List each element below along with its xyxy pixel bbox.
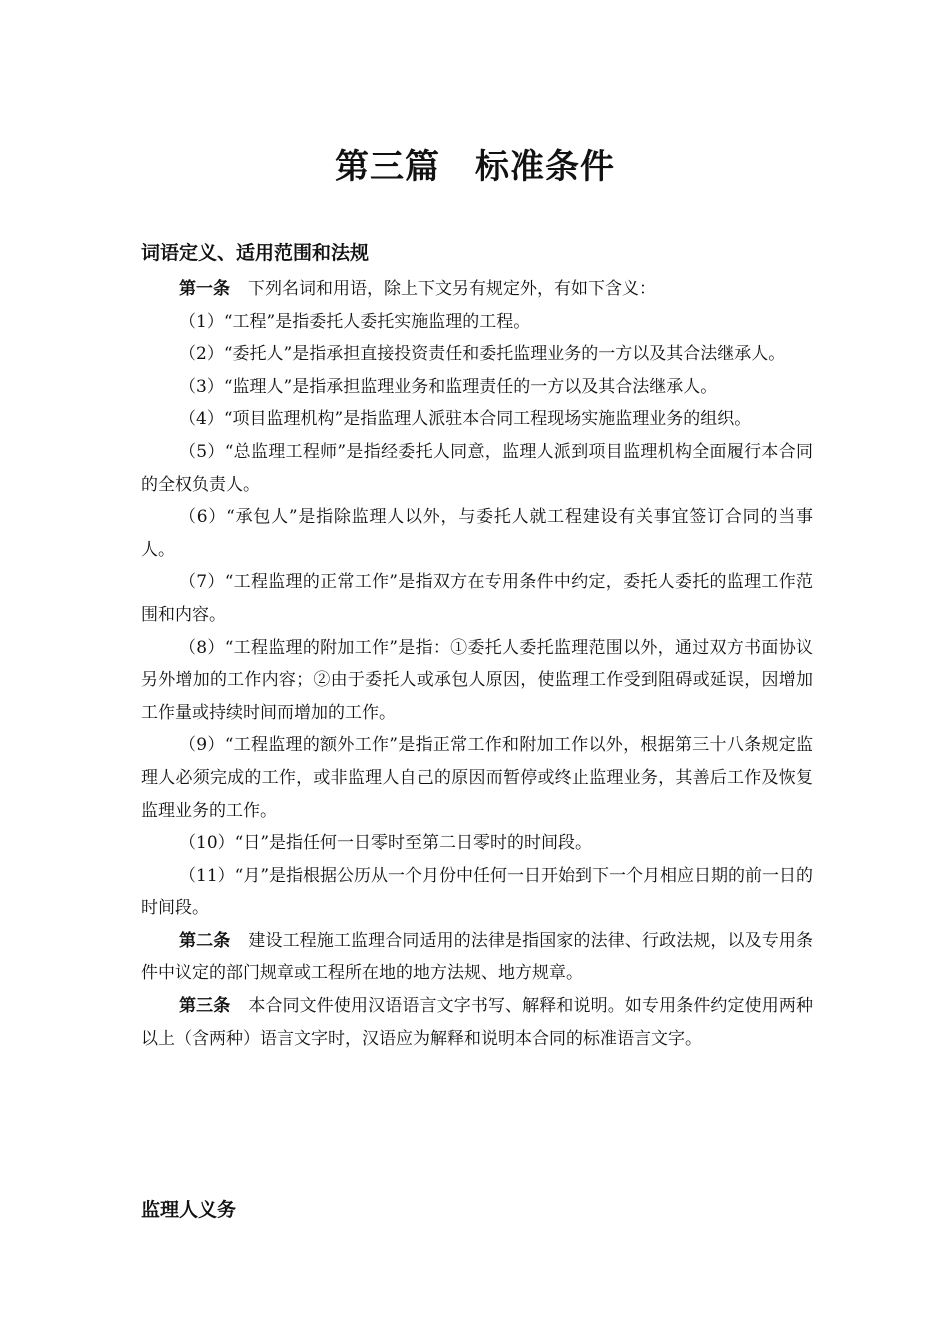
definition-4: （4）“项目监理机构”是指监理人派驻本合同工程现场实施监理业务的组织。 bbox=[179, 409, 752, 430]
article-1-text: 下列名词和用语，除上下文另有规定外，有如下含义： bbox=[248, 279, 656, 299]
article-3-label: 第三条 bbox=[179, 996, 231, 1017]
section-heading-definitions: 词语定义、适用范围和法规 bbox=[141, 242, 370, 264]
article-2-text: 建设工程施工监理合同适用的法律是指国家的法律、行政法规，以及专用条件中议定的部门规章或工程所在地的地方法规、地方规章。 bbox=[141, 930, 813, 984]
article-3-text: 本合同文件使用汉语语言文字书写、解释和说明。如专用条件约定使用两种以上（含两种）语言文字时，汉语应为解释和说明本合同的标准语言文字。 bbox=[141, 996, 813, 1049]
definition-6: （6）“承包人”是指除监理人以外，与委托人就工程建设有关事宜签订合同的当事人。 bbox=[141, 507, 813, 560]
definition-1: （1）“工程”是指委托人委托实施监理的工程。 bbox=[179, 311, 531, 332]
article-3 bbox=[141, 990, 813, 1055]
definition-2: （2）“委托人”是指承担直接投资责任和委托监理业务的一方以及其合法继承人。 bbox=[179, 344, 786, 365]
document-body bbox=[141, 273, 813, 1055]
definition-8: （8）“工程监理的附加工作”是指：①委托人委托监理范围以外，通过双方书面协议另外增加的工作内容；②由于委托人或承包人原因，使监理工作受到阻碍或延误，因增加工作量或持续时间而增加的工作。 bbox=[141, 637, 813, 723]
article-1 bbox=[141, 273, 813, 306]
definition-3: （3）“监理人”是指承担监理业务和监理责任的一方以及其合法继承人。 bbox=[179, 376, 718, 397]
article-2 bbox=[141, 925, 813, 990]
definition-9: （9）“工程监理的额外工作”是指正常工作和附加工作以外，根据第三十八条规定监理人必须完成的工作，或非监理人自己的原因而暂停或终止监理业务，其善后工作及恢复监理业务的工作。 bbox=[141, 735, 813, 821]
definition-11: （11）“月”是指根据公历从一个月份中任何一日开始到下一个月相应日期的前一日的时间段。 bbox=[141, 865, 814, 919]
definition-10: （10）“日”是指任何一日零时至第二日零时的时间段。 bbox=[179, 833, 593, 854]
section-heading-supervisor-obligations: 监理人义务 bbox=[141, 1199, 237, 1221]
definition-7: （7）“工程监理的正常工作”是指双方在专用条件中约定，委托人委托的监理工作范围和内容。 bbox=[141, 572, 813, 625]
definition-5: （5）“总监理工程师”是指经委托人同意，监理人派到项目监理机构全面履行本合同的全权负责人。 bbox=[141, 441, 813, 495]
article-2-label: 第二条 bbox=[179, 930, 231, 951]
page-title: 第三篇 标准条件 bbox=[335, 147, 615, 187]
article-1-label: 第一条 bbox=[179, 279, 230, 299]
